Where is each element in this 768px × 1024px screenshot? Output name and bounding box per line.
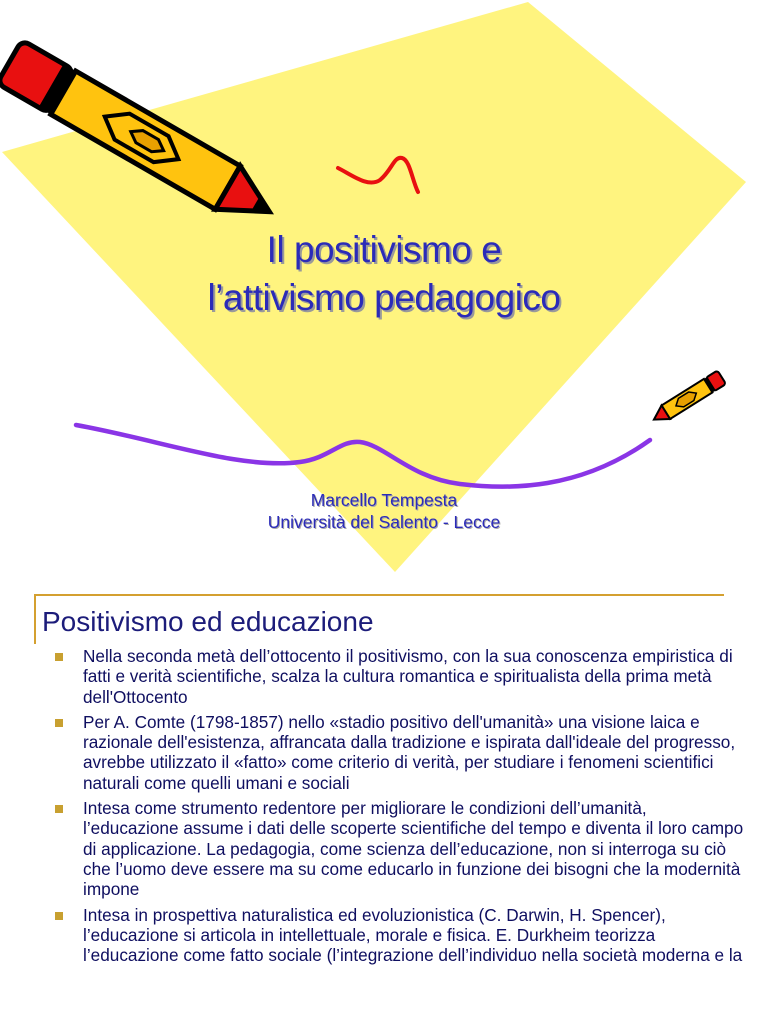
bullet-icon <box>55 805 63 813</box>
bullet-text: Intesa in prospettiva naturalistica ed evoluzionistica (C. Darwin, H. Spencer), l’educazione si articola in intellettuale, morale e fisica. E. Durkheim teorizza l’educazione come fatto sociale (l’integrazione dell’individuo nella società moderna e la <box>83 904 743 966</box>
author-affiliation: Università del Salento - Lecce <box>267 512 501 532</box>
list-item <box>55 712 745 793</box>
author-name: Marcello Tempesta <box>310 490 458 510</box>
bullet-icon <box>55 653 63 661</box>
slide-title-line1: Il positivismo e <box>266 229 502 270</box>
page-title: Positivismo ed educazione <box>42 606 374 637</box>
slide-title-line2: l’attivismo pedagogico <box>207 277 561 318</box>
list-item <box>55 646 745 707</box>
content-slide <box>0 582 768 1024</box>
bullet-text: Nella seconda metà dell’ottocento il positivismo, con la sua conoscenza empiristica di fatti e verità scientifiche, scalza la cultura romantica e spiritualista della prima metà dell'Ottocento <box>83 646 733 707</box>
bullet-icon <box>55 912 63 920</box>
bullet-text: Per A. Comte (1798-1857) nello «stadio positivo dell'umanità» una visione laica e razionale dell'esistenza, affrancata dalla tradizione e ispirata dall'ideale del progresso, avrebbe utilizzato il «fatto» come criterio di verità, per studiare i fenomeni scientifici naturali come quelli umani e sociali <box>83 711 736 793</box>
bullet-text: Intesa come strumento redentore per migliorare le condizioni dell’umanità, l’educazione assume i dati delle scoperte scientifiche del tempo e diventa il loro campo di applicazione. La pedagogia, come scienza dell’educazione, non si interroga su ciò che l’uomo deve essere ma su come educarlo in funzione dei bisogni che la modernità impone <box>83 798 744 900</box>
title-rule-vertical <box>34 594 36 644</box>
bullet-list <box>55 646 745 970</box>
small-pencil-icon <box>650 370 726 426</box>
list-item <box>55 798 745 899</box>
title-rule <box>34 594 724 596</box>
bullet-icon <box>55 719 63 727</box>
list-item <box>55 905 745 966</box>
